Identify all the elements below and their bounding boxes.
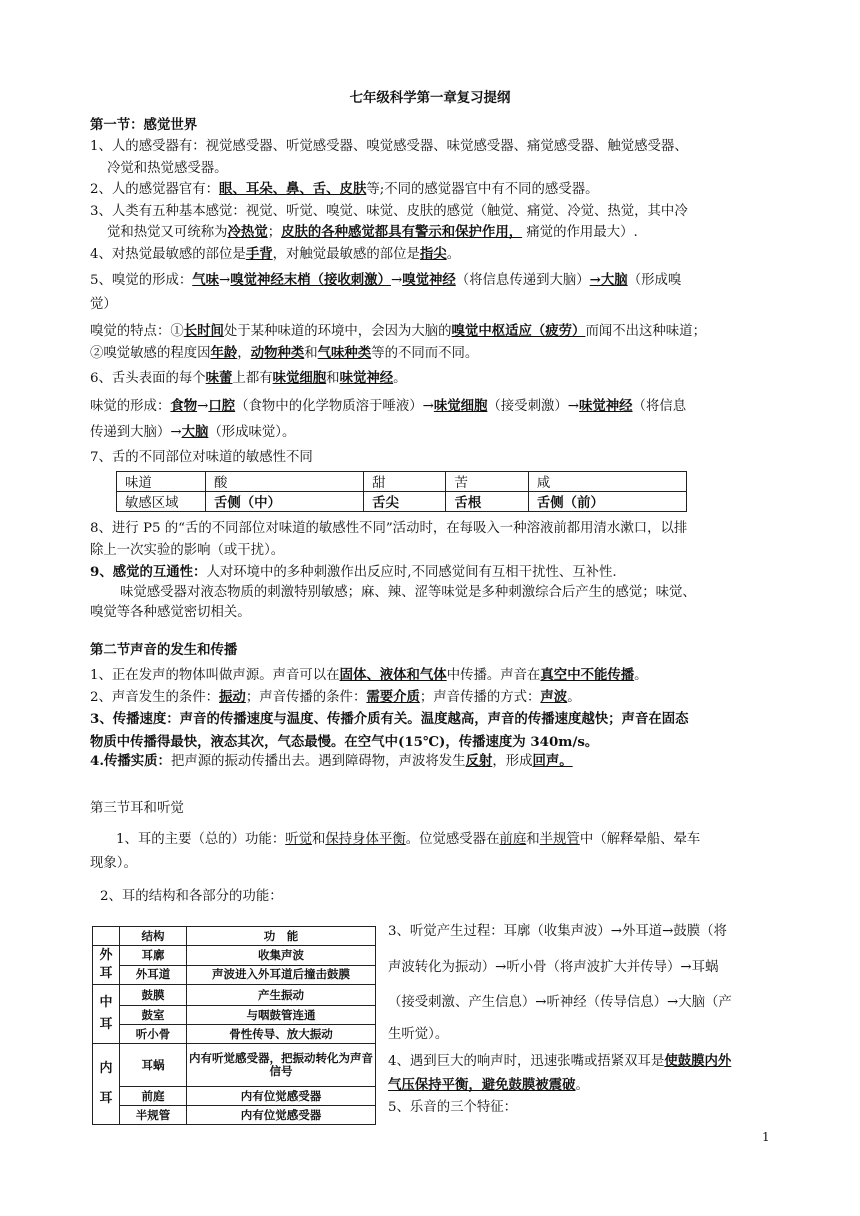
hearing-process-cont: 声波转化为振动）→听小骨（将声波扩大并传导）→耳蜗 (388, 960, 719, 975)
table-cell: 外耳道 (120, 965, 187, 985)
table-row (93, 927, 376, 946)
table-row (93, 985, 376, 1006)
table-cell: 甜 (364, 472, 446, 492)
table-cell: 前庭 (120, 1087, 187, 1106)
table-row (117, 472, 687, 492)
table-cell: 收集声波 (187, 946, 376, 966)
document-title: 七年级科学第一章复习提纲 (349, 90, 511, 106)
table-row (93, 1044, 376, 1087)
outer-ear-label: 外耳 (93, 946, 120, 985)
table-row (93, 1106, 376, 1125)
table-cell: 听小骨 (120, 1025, 187, 1044)
s1-item5: 5、嗅觉的形成：气味→嗅觉神经末梢（接收刺激）→嗅觉神经（将信息传递到大脑）→大脑（形成嗅 (90, 272, 682, 288)
table-cell: 内有听觉感受器，把振动转化为声音信号 (187, 1044, 376, 1087)
table-row (93, 946, 376, 966)
table-cell: 产生振动 (187, 985, 376, 1006)
table-cell: 鼓膜 (120, 985, 187, 1006)
s2-item4: 4.传播实质：把声源的振动传播出去。遇到障碍物，声波将发生反射，形成回声。 (90, 753, 573, 769)
table-row (93, 965, 376, 985)
table-cell: 味道 (117, 472, 206, 492)
table-cell: 酸 (206, 472, 364, 492)
table-row (93, 1006, 376, 1025)
ear-structure-table (92, 926, 376, 1125)
hearing-process-cont2: （接受刺激、产生信息）→听神经（传导信息）→大脑（产 (388, 995, 732, 1010)
table-cell: 内有位觉感受器 (187, 1087, 376, 1106)
table-cell: 与咽鼓管连通 (187, 1006, 376, 1025)
s1-item2: 2、人的感觉器官有：眼、耳朵、鼻、舌、皮肤等;不同的感觉器官中有不同的感受器。 (90, 181, 599, 197)
table-row (93, 1025, 376, 1044)
s1-item7: 7、舌的不同部位对味道的敏感性不同 (90, 450, 313, 465)
s3-item5: 5、乐音的三个特征： (388, 1100, 518, 1115)
page-number: 1 (762, 1130, 770, 1144)
s1-item3-cont: 觉和热觉又可统称为冷热觉；皮肤的各种感觉都具有警示和保护作用， 痛觉的作用最大）. (107, 224, 638, 240)
table-cell: 舌尖 (364, 492, 446, 512)
table-row (93, 1087, 376, 1106)
table-cell: 耳蜗 (120, 1044, 187, 1087)
taste-formation: 味觉的形成：食物→口腔（食物中的化学物质溶于唾液）→味觉细胞（接受刺激）→味觉神经（将信息 (90, 398, 687, 414)
s2-item1: 1、正在发声的物体叫做声源。声音可以在固体、液体和气体中传播。声音在真空中不能传播。 (90, 667, 648, 683)
table-cell: 咸 (528, 472, 686, 492)
table-cell: 内有位觉感受器 (187, 1106, 376, 1125)
s1-item6: 6、舌头表面的每个味蕾上都有味觉细胞和味觉神经。 (90, 370, 407, 386)
s1-item8: 8、进行 P5 的“舌的不同部位对味道的敏感性不同”活动时，在每吸入一种溶液前都用清水漱口，以排 (90, 521, 688, 536)
table-cell: 苦 (446, 472, 528, 492)
s3-item4-cont: 气压保持平衡，避免鼓膜被震破。 (388, 1077, 589, 1093)
table-cell: 半规管 (120, 1106, 187, 1125)
s1-item8-cont: 除上一次实验的影响（或干扰）。 (90, 543, 285, 558)
smell-features-cont: ②嗅觉敏感的程度因年龄，动物种类和气味种类等的不同而不同。 (90, 345, 479, 361)
s3-item1: 1、耳的主要（总的）功能：听觉和保持身体平衡。位觉感受器在前庭和半规管中（解释晕船、晕车 (116, 832, 701, 847)
inner-ear-label: 内耳 (93, 1044, 120, 1125)
hearing-process: 3、听觉产生过程：耳廓（收集声波）→外耳道→鼓膜（将 (388, 924, 727, 939)
s1-item1: 1、人的感受器有：视觉感受器、听觉感受器、嗅觉感受器、味觉感受器、痛觉感受器、触觉感受器、 (90, 139, 688, 154)
section2-heading: 第二节声音的发生和传播 (90, 642, 238, 658)
table-header: 结构 (120, 927, 187, 946)
s1-item5-cont: 觉） (90, 297, 117, 312)
smell-features: 嗅觉的特点：①长时间处于某种味道的环境中，会因为大脑的嗅觉中枢适应（疲劳）而闻不出这种味道； (90, 323, 706, 339)
table-cell: 耳廓 (120, 946, 187, 966)
section1-heading: 第一节：感觉世界 (90, 117, 198, 133)
table-cell: 舌根 (446, 492, 528, 512)
s1-item1-cont: 冷觉和热觉感受器。 (107, 161, 228, 176)
table-cell: 鼓室 (120, 1006, 187, 1025)
table-cell: 舌侧（前） (528, 492, 686, 512)
s2-item3: 3、传播速度：声音的传播速度与温度、传播介质有关。温度越高，声音的传播速度越快；声音在固态 (90, 711, 689, 727)
s1-item4: 4、对热觉最敏感的部位是手背，对触觉最敏感的部位是指尖。 (90, 246, 461, 262)
s1-item9-cont: 味觉感受器对液态物质的刺激特别敏感；麻、辣、涩等味觉是多种刺激综合后产生的感觉；味觉、 (120, 585, 696, 600)
middle-ear-label: 中耳 (93, 985, 120, 1044)
table-row (117, 492, 687, 512)
hearing-process-cont3: 生听觉）。 (388, 1027, 449, 1042)
table-cell: 声波进入外耳道后撞击鼓膜 (187, 965, 376, 985)
s1-item9: 9、感觉的互通性：人对环境中的多种刺激作出反应时,不同感觉间有互相干扰性、互补性. (90, 564, 617, 580)
s1-item9-cont2: 嗅觉等各种感觉密切相关。 (90, 605, 251, 620)
table-cell: 敏感区域 (117, 492, 206, 512)
table-cell: 骨性传导、放大振动 (187, 1025, 376, 1044)
s3-item1-cont: 现象）。 (90, 856, 137, 871)
s1-item3: 3、人类有五种基本感觉：视觉、听觉、嗅觉、味觉、皮肤的感觉（触觉、痛觉、冷觉、热觉，其中冷 (90, 204, 688, 219)
s2-item2: 2、声音发生的条件：振动；声音传播的条件：需要介质；声音传播的方式：声波。 (90, 689, 581, 705)
table-cell: 舌侧（中） (206, 492, 364, 512)
taste-formation-cont: 传递到大脑）→大脑（形成味觉）。 (90, 424, 296, 440)
s3-item4: 4、遇到巨大的响声时，迅速张嘴或捂紧双耳是使鼓膜内外 (388, 1053, 732, 1069)
taste-sensitivity-table (116, 471, 687, 512)
s3-item2: 2、耳的结构和各部分的功能： (100, 889, 283, 904)
section3-heading: 第三节耳和听觉 (90, 801, 184, 816)
s2-item3-cont: 物质中传播得最快，液态其次，气态最慢。在空气中(15℃)，传播速度为 340m/s。 (90, 734, 599, 750)
table-header: 功 能 (187, 927, 376, 946)
